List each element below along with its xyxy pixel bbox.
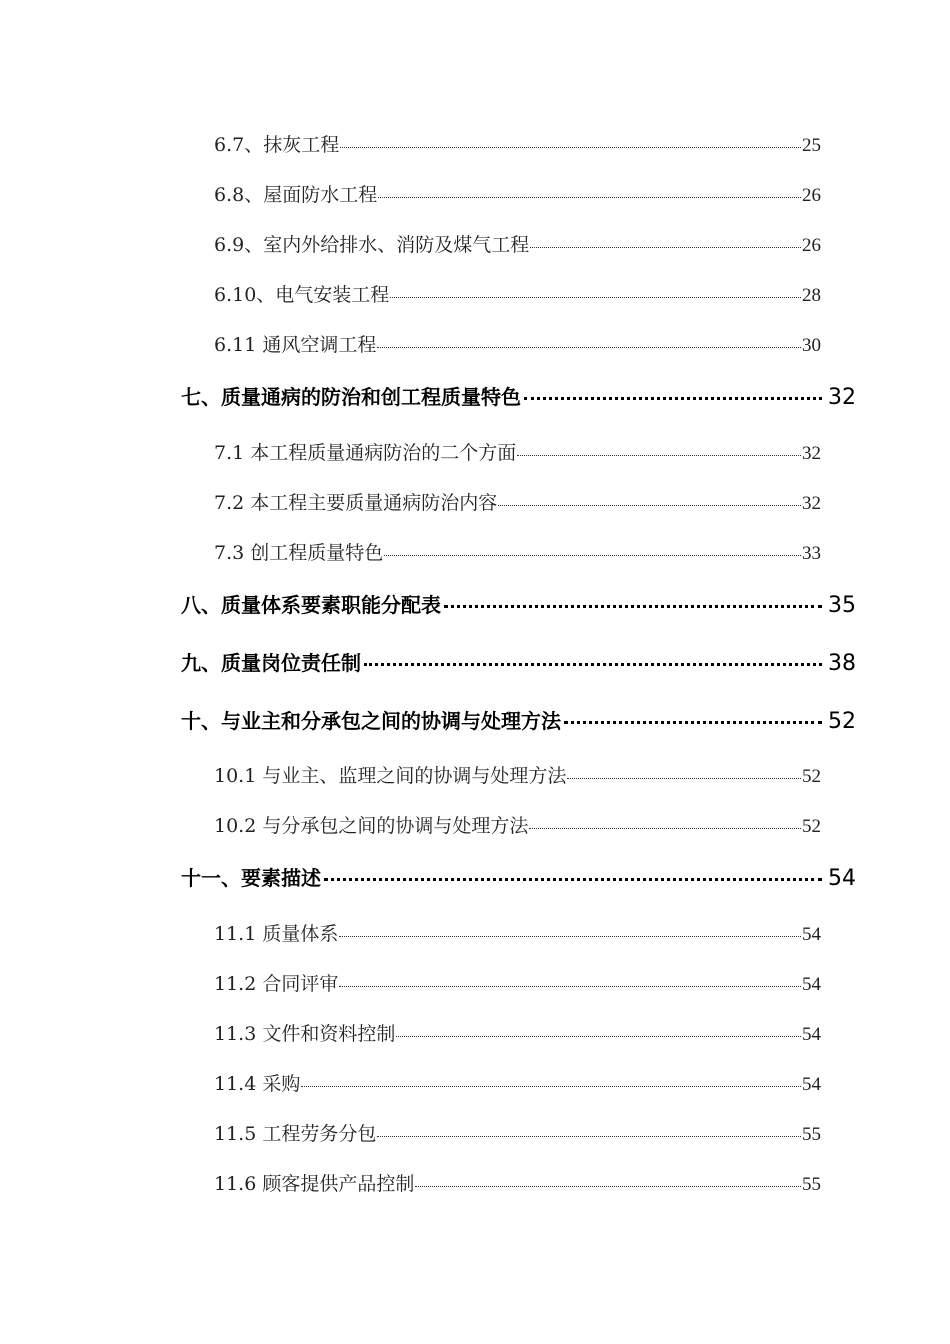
toc-chapter-label: 九、质量岗位责任制 (181, 651, 361, 675)
toc-entry-label: 6.10、电气安装工程 (214, 284, 390, 306)
toc-entry[interactable] (214, 1019, 821, 1046)
toc-entry[interactable] (214, 1069, 821, 1096)
toc-chapter-label: 十、与业主和分承包之间的协调与处理方法 (181, 709, 561, 733)
toc-page-number: 25 (802, 135, 821, 156)
toc-entry[interactable] (214, 230, 821, 257)
toc-entry[interactable] (214, 761, 821, 788)
toc-entry[interactable] (214, 330, 821, 357)
toc-entry[interactable] (214, 130, 821, 157)
dot-leader (390, 296, 801, 298)
dot-leader (339, 935, 801, 937)
dot-leader (415, 1185, 801, 1187)
dot-leader (384, 554, 801, 556)
toc-entry-label: 11.2 合同评审 (214, 973, 339, 995)
toc-entry-label: 7.1 本工程质量通病防治的二个方面 (214, 442, 517, 464)
toc-page-number: 32 (828, 385, 856, 410)
toc-page-number: 54 (802, 1074, 821, 1095)
toc-entry-label: 11.4 采购 (214, 1073, 301, 1095)
toc-page-number: 55 (802, 1174, 821, 1195)
dot-leader (396, 1035, 801, 1037)
toc-entry[interactable] (214, 438, 821, 465)
toc-page-number: 38 (828, 651, 856, 676)
toc-chapter-label: 八、质量体系要素职能分配表 (181, 593, 441, 617)
toc-page-number: 52 (802, 816, 821, 837)
dot-leader (364, 662, 822, 666)
dot-leader (524, 396, 822, 400)
toc-page-number: 32 (802, 443, 821, 464)
toc-chapter-label: 七、质量通病的防治和创工程质量特色 (181, 385, 521, 409)
dot-leader (340, 146, 801, 148)
toc-entry-label: 6.9、室内外给排水、消防及煤气工程 (214, 234, 530, 256)
toc-entry[interactable] (214, 1169, 821, 1196)
toc-chapter-entry[interactable] (181, 381, 856, 410)
toc-page-number: 26 (802, 235, 821, 256)
toc-page-number: 54 (828, 866, 856, 891)
toc-page-number: 28 (802, 285, 821, 306)
toc-page-number: 54 (802, 1024, 821, 1045)
toc-chapter-entry[interactable] (181, 589, 856, 618)
dot-leader (517, 454, 801, 456)
toc-entry-label: 6.11 通风空调工程 (214, 334, 377, 356)
dot-leader (301, 1085, 801, 1087)
dot-leader (529, 827, 801, 829)
dot-leader (567, 777, 801, 779)
toc-page-number: 35 (828, 593, 856, 618)
toc-entry-label: 11.1 质量体系 (214, 923, 339, 945)
toc-entry-label: 10.1 与业主、监理之间的协调与处理方法 (214, 765, 567, 787)
toc-page-number: 55 (802, 1124, 821, 1145)
toc-entry-label: 10.2 与分承包之间的协调与处理方法 (214, 815, 529, 837)
toc-entry-label: 6.8、屋面防水工程 (214, 184, 378, 206)
toc-entry[interactable] (214, 1119, 821, 1146)
toc-entry[interactable] (214, 919, 821, 946)
toc-entry[interactable] (214, 488, 821, 515)
toc-entry-label: 6.7、抹灰工程 (214, 134, 340, 156)
dot-leader (530, 246, 801, 248)
toc-entry[interactable] (214, 180, 821, 207)
dot-leader (324, 877, 822, 881)
toc-entry-label: 11.6 顾客提供产品控制 (214, 1173, 415, 1195)
toc-page-number: 26 (802, 185, 821, 206)
toc-chapter-label: 十一、要素描述 (181, 866, 321, 890)
toc-entry-label: 11.3 文件和资料控制 (214, 1023, 396, 1045)
toc-page-number: 33 (802, 543, 821, 564)
dot-leader (378, 196, 801, 198)
toc-chapter-entry[interactable] (181, 862, 856, 891)
toc-page-number: 54 (802, 974, 821, 995)
toc-entry[interactable] (214, 280, 821, 307)
toc-chapter-entry[interactable] (181, 647, 856, 676)
dot-leader (564, 720, 822, 724)
toc-entry[interactable] (214, 811, 821, 838)
dot-leader (377, 1135, 801, 1137)
dot-leader (444, 604, 822, 608)
dot-leader (498, 504, 801, 506)
toc-entry-label: 7.3 创工程质量特色 (214, 542, 384, 564)
toc-entry-label: 11.5 工程劳务分包 (214, 1123, 377, 1145)
toc-entry[interactable] (214, 538, 821, 565)
toc-page-number: 52 (828, 709, 856, 734)
toc-page-number: 32 (802, 493, 821, 514)
toc-chapter-entry[interactable] (181, 705, 856, 734)
dot-leader (377, 346, 801, 348)
toc-page-number: 54 (802, 924, 821, 945)
toc-entry[interactable] (214, 969, 821, 996)
dot-leader (339, 985, 801, 987)
toc-entry-label: 7.2 本工程主要质量通病防治内容 (214, 492, 498, 514)
toc-page-number: 52 (802, 766, 821, 787)
toc-page-number: 30 (802, 335, 821, 356)
